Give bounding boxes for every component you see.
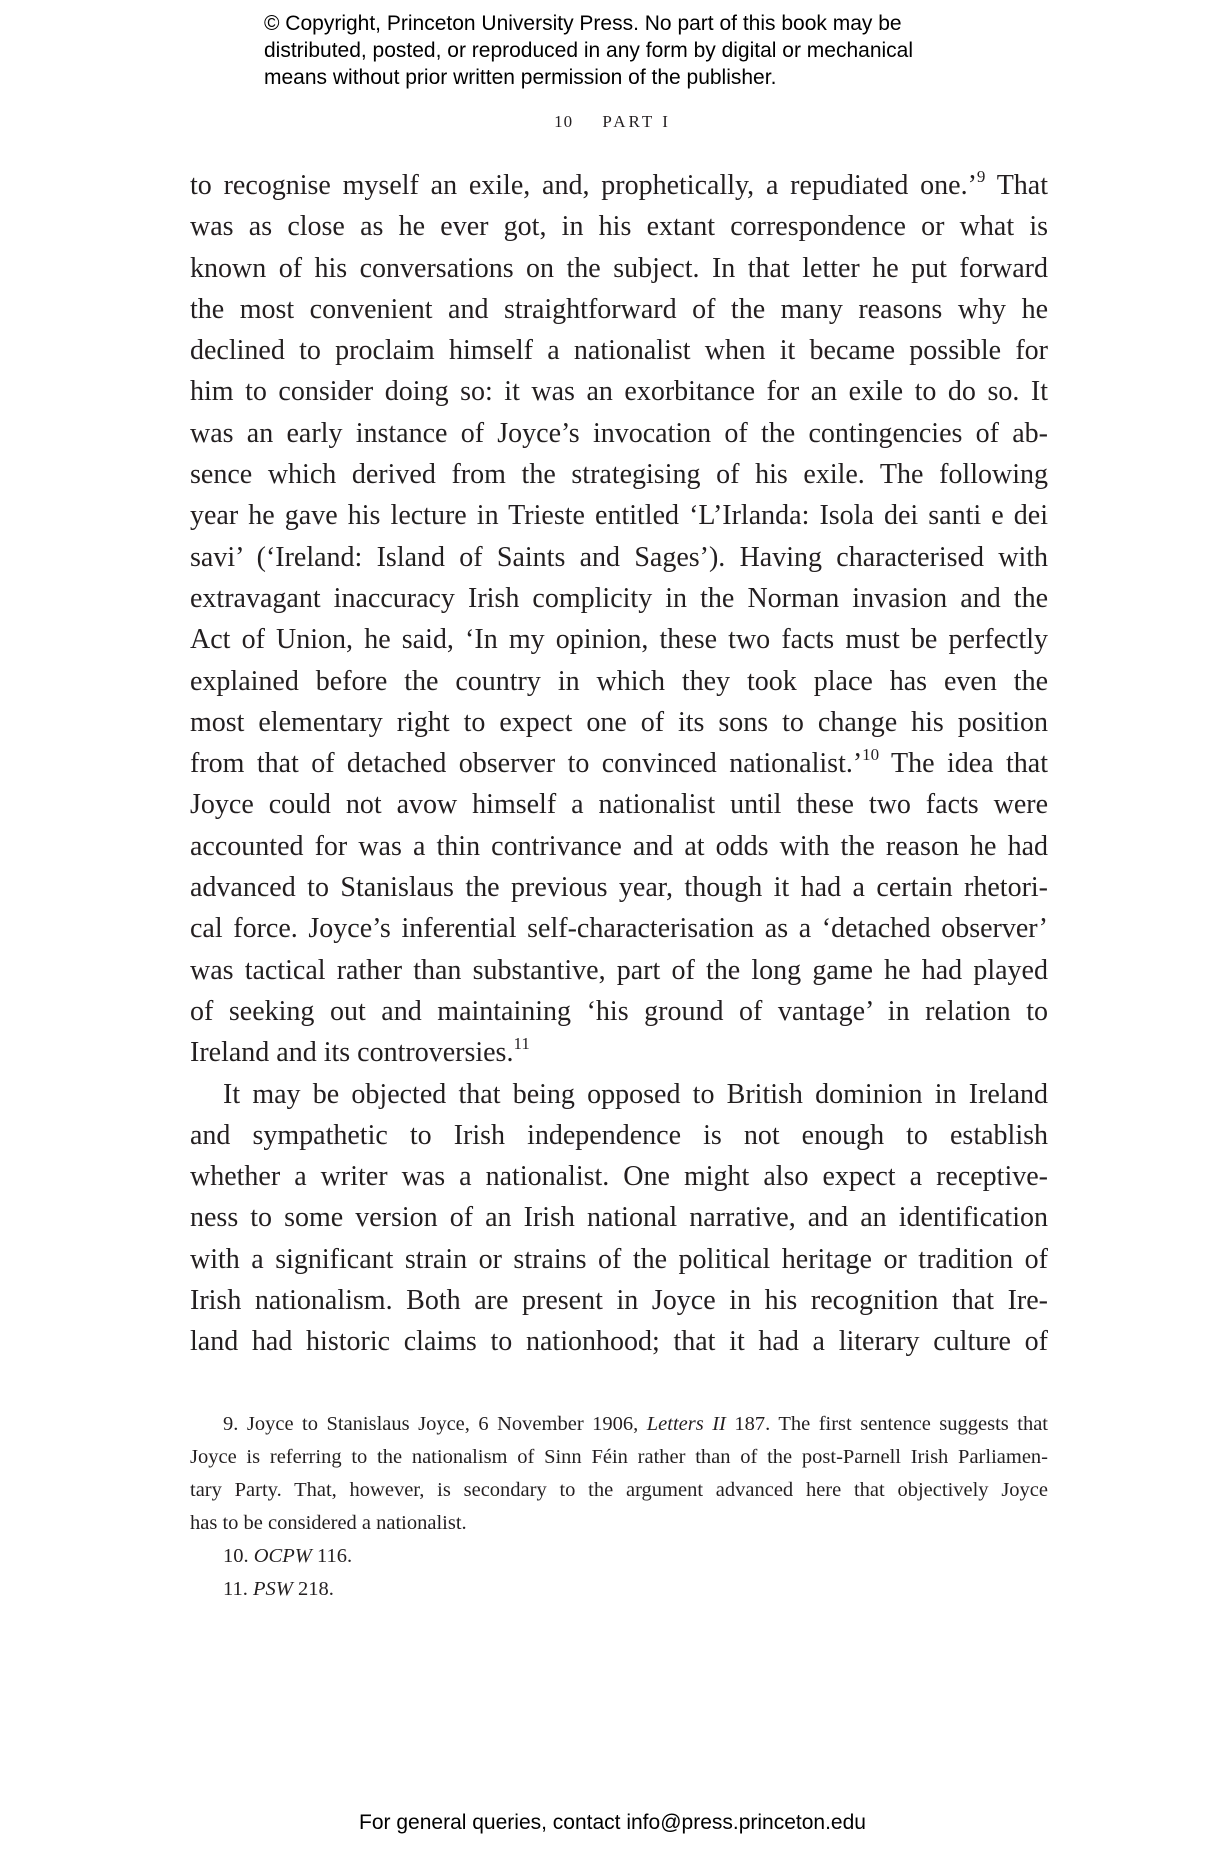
copyright-line: © Copyright, Princeton University Press. No part of this book may be	[264, 12, 902, 35]
text-span: The idea that	[879, 748, 1048, 780]
text-span: Ireland and its controversies.	[190, 1037, 514, 1069]
text-span: 9. Joyce to Stanislaus Joyce, 6 November 1906,	[223, 1413, 647, 1435]
footnote-11	[190, 1573, 1048, 1606]
text-line: cal force. Joyce’s inferential self-characterisation as a ‘detached observer’	[190, 913, 1048, 945]
text-span: 187. The first sentence suggests that	[725, 1413, 1048, 1435]
text-line: It may be objected that being opposed to British dominion in Ireland	[223, 1078, 1048, 1110]
text-line: with a significant strain or strains of the political heritage or tradition of	[190, 1243, 1048, 1275]
text-line: whether a writer was a nationalist. One might also expect a receptive-	[190, 1161, 1048, 1193]
text-span: That	[985, 170, 1048, 201]
copyright-line: means without prior written permission of the publisher.	[264, 66, 777, 89]
copyright-line: distributed, posted, or reproduced in any form by digital or mechanical	[264, 39, 914, 62]
footer-contact: For general queries, contact info@press.princeton.edu	[359, 1811, 866, 1834]
footnote-ref-11[interactable]: 11	[513, 1034, 530, 1054]
text-span: 218.	[292, 1578, 334, 1600]
citation-title: OCPW	[253, 1545, 312, 1567]
text-line: advanced to Stanislaus the previous year, though it had a certain rhetori-	[190, 872, 1048, 904]
footnote-line	[190, 1408, 1048, 1441]
page-number: 10	[554, 112, 574, 131]
text-line: year he gave his lecture in Trieste entitled ‘L’Irlanda: Isola dei santi e dei	[190, 500, 1048, 532]
footnote-line: tary Party. That, however, is secondary to the argument advanced here that objectively Joyce	[190, 1479, 1048, 1501]
citation-title: PSW	[253, 1578, 293, 1600]
text-line: extravagant inaccuracy Irish complicity in the Norman invasion and the	[190, 582, 1048, 614]
text-line: most elementary right to expect one of its sons to change his position	[190, 706, 1048, 738]
text-line	[190, 165, 1048, 206]
body-text	[190, 165, 1048, 1363]
text-line: explained before the country in which they took place has even the	[190, 665, 1048, 697]
text-line: was tactical rather than substantive, part of the long game he had played	[190, 954, 1048, 986]
footnote-ref-9[interactable]: 9	[976, 167, 986, 186]
text-line: was as close as he ever got, in his extant correspondence or what is	[190, 211, 1048, 243]
copyright-notice	[264, 10, 1024, 91]
footnote-line	[190, 1540, 1048, 1573]
text-line: ness to some version of an Irish national narrative, and an identification	[190, 1202, 1048, 1234]
text-span: from that of detached observer to convinced nationalist.’	[190, 748, 863, 780]
section-title: PART I	[602, 112, 671, 131]
footnote-ref-10[interactable]: 10	[862, 745, 880, 765]
running-head	[0, 112, 1225, 132]
text-line: him to consider doing so: it was an exorbitance for an exile to do so. It	[190, 376, 1048, 408]
text-line: the most convenient and straightforward of the many reasons why he	[190, 293, 1048, 325]
text-line: Act of Union, he said, ‘In my opinion, these two facts must be perfectly	[190, 624, 1048, 656]
footnote-9	[190, 1408, 1048, 1540]
text-line: and sympathetic to Irish independence is not enough to establish	[190, 1119, 1048, 1151]
footnote-number: 10.	[223, 1545, 254, 1567]
text-line	[190, 1032, 1048, 1073]
paragraph	[190, 165, 1048, 1074]
footnote-line: has to be considered a nationalist.	[190, 1512, 467, 1534]
text-span: 116.	[311, 1545, 353, 1567]
text-line: sence which derived from the strategising of his exile. The following	[190, 459, 1048, 491]
text-line	[190, 743, 1048, 784]
text-line: known of his conversations on the subject. In that letter he put forward	[190, 252, 1048, 284]
text-line: declined to proclaim himself a nationalist when it became possible for	[190, 335, 1048, 367]
footnote-line	[190, 1573, 1048, 1606]
text-span: to recognise myself an exile, and, prophetically, a repudiated one.’	[190, 170, 977, 201]
footnote-10	[190, 1540, 1048, 1573]
text-line: savi’ (‘Ireland: Island of Saints and Sages’). Having characterised with	[190, 541, 1048, 573]
footnotes	[190, 1408, 1048, 1606]
text-line: Irish nationalism. Both are present in Joyce in his recognition that Ire-	[190, 1285, 1048, 1317]
text-line: accounted for was a thin contrivance and at odds with the reason he had	[190, 830, 1048, 862]
text-line: land had historic claims to nationhood; that it had a literary culture of	[190, 1326, 1048, 1358]
text-line: Joyce could not avow himself a nationalist until these two facts were	[190, 789, 1048, 821]
footnote-line: Joyce is referring to the nationalism of Sinn Féin rather than of the post-Parnell Irish Parliamen-	[190, 1446, 1048, 1468]
text-line: was an early instance of Joyce’s invocation of the contingencies of ab-	[190, 417, 1048, 449]
text-line: of seeking out and maintaining ‘his ground of vantage’ in relation to	[190, 995, 1048, 1027]
citation-title: Letters II	[646, 1413, 726, 1435]
footnote-number: 11.	[223, 1578, 253, 1600]
paragraph	[190, 1074, 1048, 1363]
